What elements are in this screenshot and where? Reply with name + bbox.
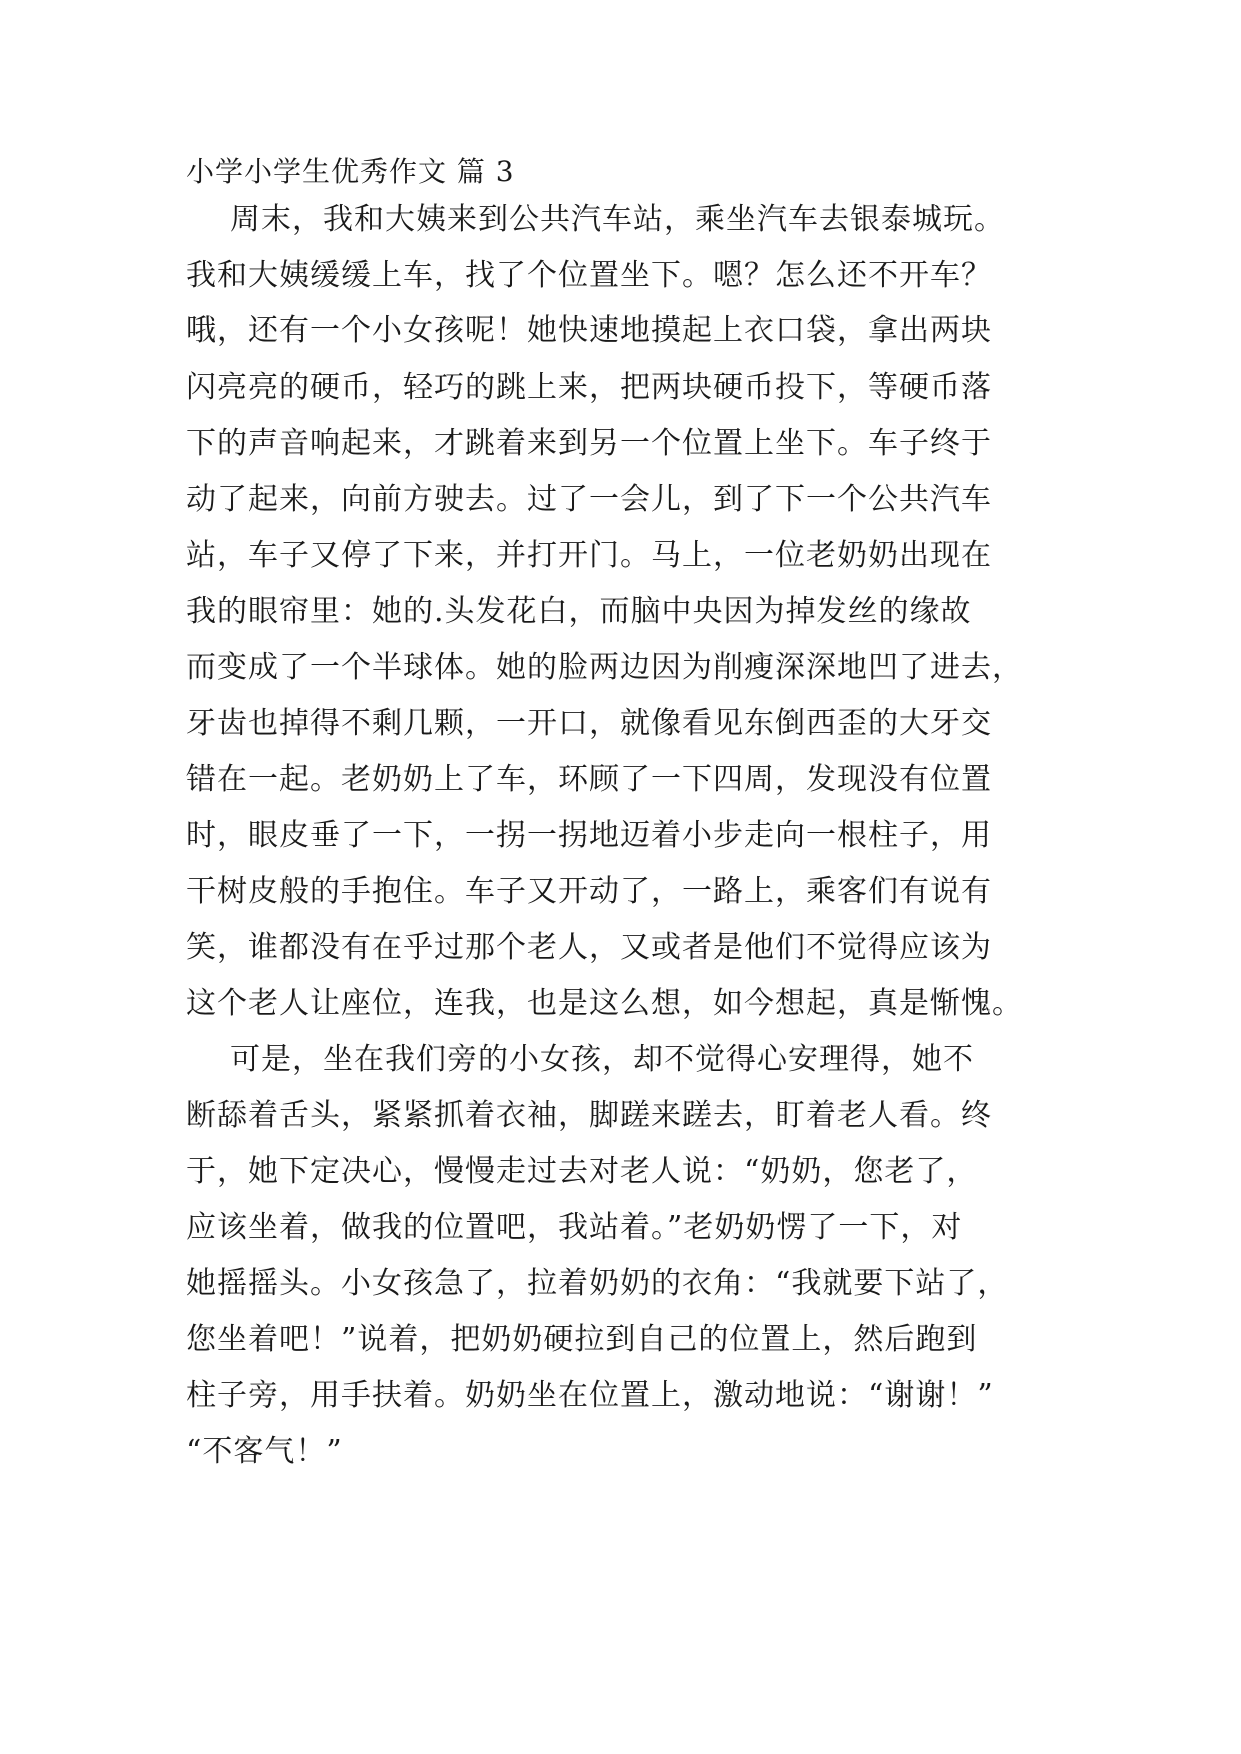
text-line: 于，她下定决心，慢慢走过去对老人说：“奶奶，您老了， [186, 1154, 978, 1189]
text-line: 而变成了一个半球体。她的脸两边因为削瘦深深地凹了进去， [186, 650, 1023, 685]
text-line: 我和大姨缓缓上车，找了个位置坐下。嗯？怎么还不开车？ [186, 258, 992, 293]
text-line: 笑，谁都没有在乎过那个老人，又或者是他们不觉得应该为 [186, 930, 992, 965]
text-line: 牙齿也掉得不剩几颗，一开口，就像看见东倒西歪的大牙交 [186, 706, 992, 741]
text-line: 错在一起。老奶奶上了车，环顾了一下四周，发现没有位置 [186, 762, 992, 797]
text-line: 周末，我和大姨来到公共汽车站，乘坐汽车去银泰城玩。 [230, 202, 1005, 237]
text-line: 动了起来，向前方驶去。过了一会儿，到了下一个公共汽车 [186, 482, 992, 517]
text-line: 应该坐着，做我的位置吧，我站着。”老奶奶愣了一下，对 [186, 1210, 963, 1245]
text-line: 她摇摇头。小女孩急了，拉着奶奶的衣角：“我就要下站了， [186, 1266, 1009, 1301]
text-line: 哦，还有一个小女孩呢！她快速地摸起上衣口袋，拿出两块 [186, 313, 992, 348]
text-line: 站，车子又停了下来，并打开门。马上，一位老奶奶出现在 [186, 538, 992, 573]
text-line: 我的眼帘里：她的.头发花白，而脑中央因为掉发丝的缘故 [186, 594, 972, 629]
text-line: 可是，坐在我们旁的小女孩，却不觉得心安理得，她不 [230, 1042, 974, 1077]
text-line: 柱子旁，用手扶着。奶奶坐在位置上，激动地说：“谢谢！” [186, 1378, 994, 1413]
text-line: 这个老人让座位，连我，也是这么想，如今想起，真是惭愧。 [186, 986, 1023, 1021]
text-line: 您坐着吧！”说着，把奶奶硬拉到自己的位置上，然后跑到 [186, 1322, 978, 1357]
text-line: 断舔着舌头，紧紧抓着衣袖，脚蹉来蹉去，盯着老人看。终 [186, 1098, 992, 1133]
text-line: 下的声音响起来，才跳着来到另一个位置上坐下。车子终于 [186, 426, 992, 461]
text-line: “不客气！” [186, 1434, 343, 1469]
document-title: 小学小学生优秀作文 篇 3 [186, 155, 515, 188]
text-line: 时，眼皮垂了一下，一拐一拐地迈着小步走向一根柱子，用 [186, 818, 992, 853]
text-line: 闪亮亮的硬币，轻巧的跳上来，把两块硬币投下，等硬币落 [186, 370, 992, 405]
text-line: 干树皮般的手抱住。车子又开动了，一路上，乘客们有说有 [186, 874, 992, 909]
